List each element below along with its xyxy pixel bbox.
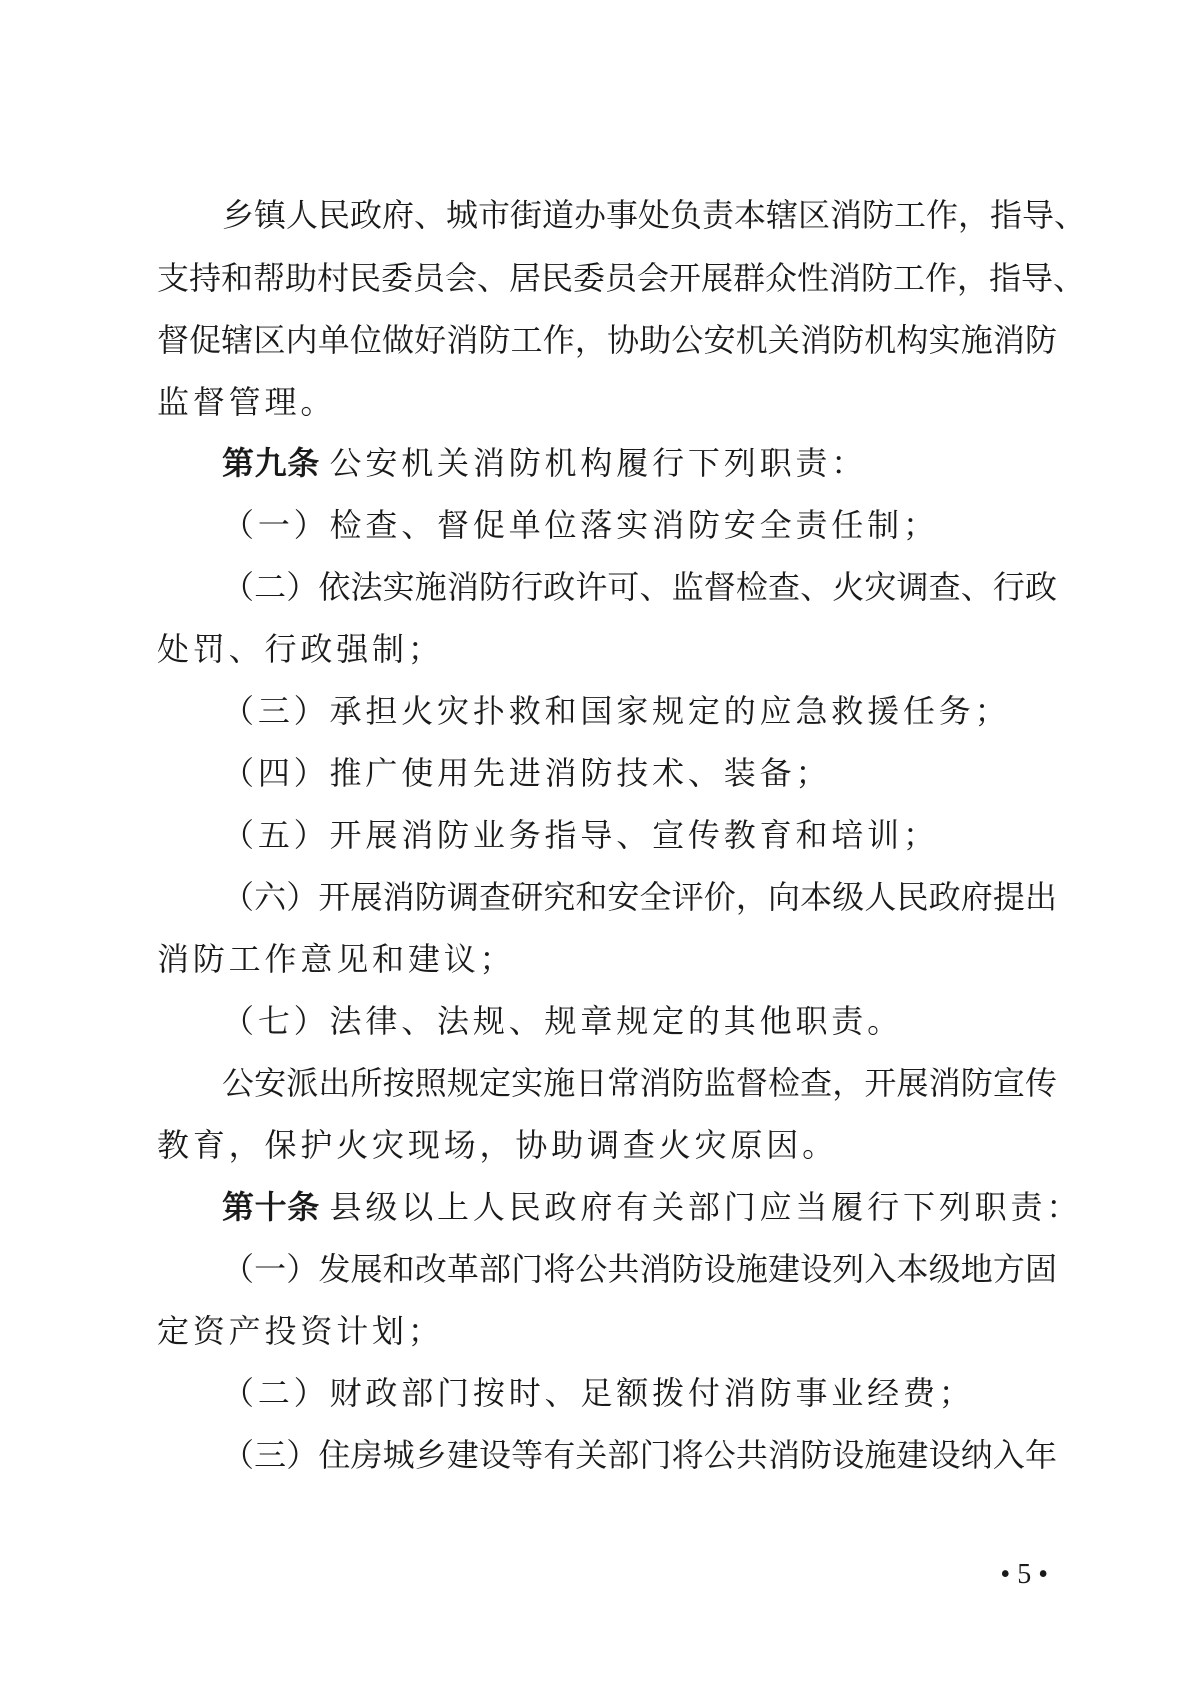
line-text: （五）开展消防业务指导、宣传教育和培训；	[222, 816, 939, 854]
body-line	[157, 937, 1057, 981]
line-text: （三）住房城乡建设等有关部门将公共消防设施建设纳入年	[222, 1436, 1057, 1474]
list-item	[222, 565, 1057, 609]
article-heading: 第十条	[222, 1188, 320, 1226]
line-text: （二）依法实施消防行政许可、监督检查、火灾调查、行政	[222, 568, 1057, 606]
line-text: 乡镇人民政府、城市街道办事处负责本辖区消防工作，指导、	[222, 196, 1087, 234]
body-line	[157, 318, 1057, 362]
list-item	[222, 1247, 1057, 1291]
list-item	[222, 503, 1122, 547]
line-text: 督促辖区内单位做好消防工作，协助公安机关消防机构实施消防	[157, 321, 1057, 359]
list-item	[222, 999, 1122, 1043]
page-number: • 5 •	[1000, 1559, 1048, 1590]
line-text: 公安派出所按照规定实施日常消防监督检查，开展消防宣传	[222, 1064, 1057, 1102]
article-heading: 第九条	[222, 444, 320, 482]
line-text: 公安机关消防机构履行下列职责：	[329, 444, 868, 482]
line-text: 处罚、行政强制；	[157, 630, 444, 668]
body-line	[157, 627, 1057, 671]
article-line	[222, 1185, 1122, 1229]
line-text: （四）推广使用先进消防技术、装备；	[222, 754, 832, 792]
line-text: （一）检查、督促单位落实消防安全责任制；	[222, 506, 939, 544]
list-item	[222, 1433, 1057, 1477]
article-line	[222, 441, 1122, 485]
list-item	[222, 875, 1057, 919]
line-text: 监督管理。	[157, 383, 337, 421]
line-text: （三）承担火灾扑救和国家规定的应急救援任务；	[222, 692, 1011, 730]
line-text: （七）法律、法规、规章规定的其他职责。	[222, 1002, 903, 1040]
list-item	[222, 689, 1122, 733]
line-text: 消防工作意见和建议；	[157, 940, 516, 978]
line-text: 县级以上人民政府有关部门应当履行下列职责：	[329, 1188, 1083, 1226]
body-line	[222, 193, 1087, 237]
line-text: （二）财政部门按时、足额拨付消防事业经费；	[222, 1374, 975, 1412]
list-item	[222, 751, 1122, 795]
line-text: 定资产投资计划；	[157, 1312, 444, 1350]
line-text: （六）开展消防调查研究和安全评价，向本级人民政府提出	[222, 878, 1057, 916]
body-line	[157, 256, 1086, 300]
body-line	[157, 1123, 1057, 1167]
body-line	[157, 380, 1057, 424]
line-text: 支持和帮助村民委员会、居民委员会开展群众性消防工作，指导、	[157, 259, 1086, 297]
body-line	[222, 1061, 1057, 1105]
line-text: （一）发展和改革部门将公共消防设施建设列入本级地方固	[222, 1250, 1057, 1288]
list-item	[222, 1371, 1122, 1415]
line-text: 教育，保护火灾现场，协助调查火灾原因。	[157, 1126, 838, 1164]
list-item	[222, 813, 1122, 857]
body-line	[157, 1309, 1057, 1353]
